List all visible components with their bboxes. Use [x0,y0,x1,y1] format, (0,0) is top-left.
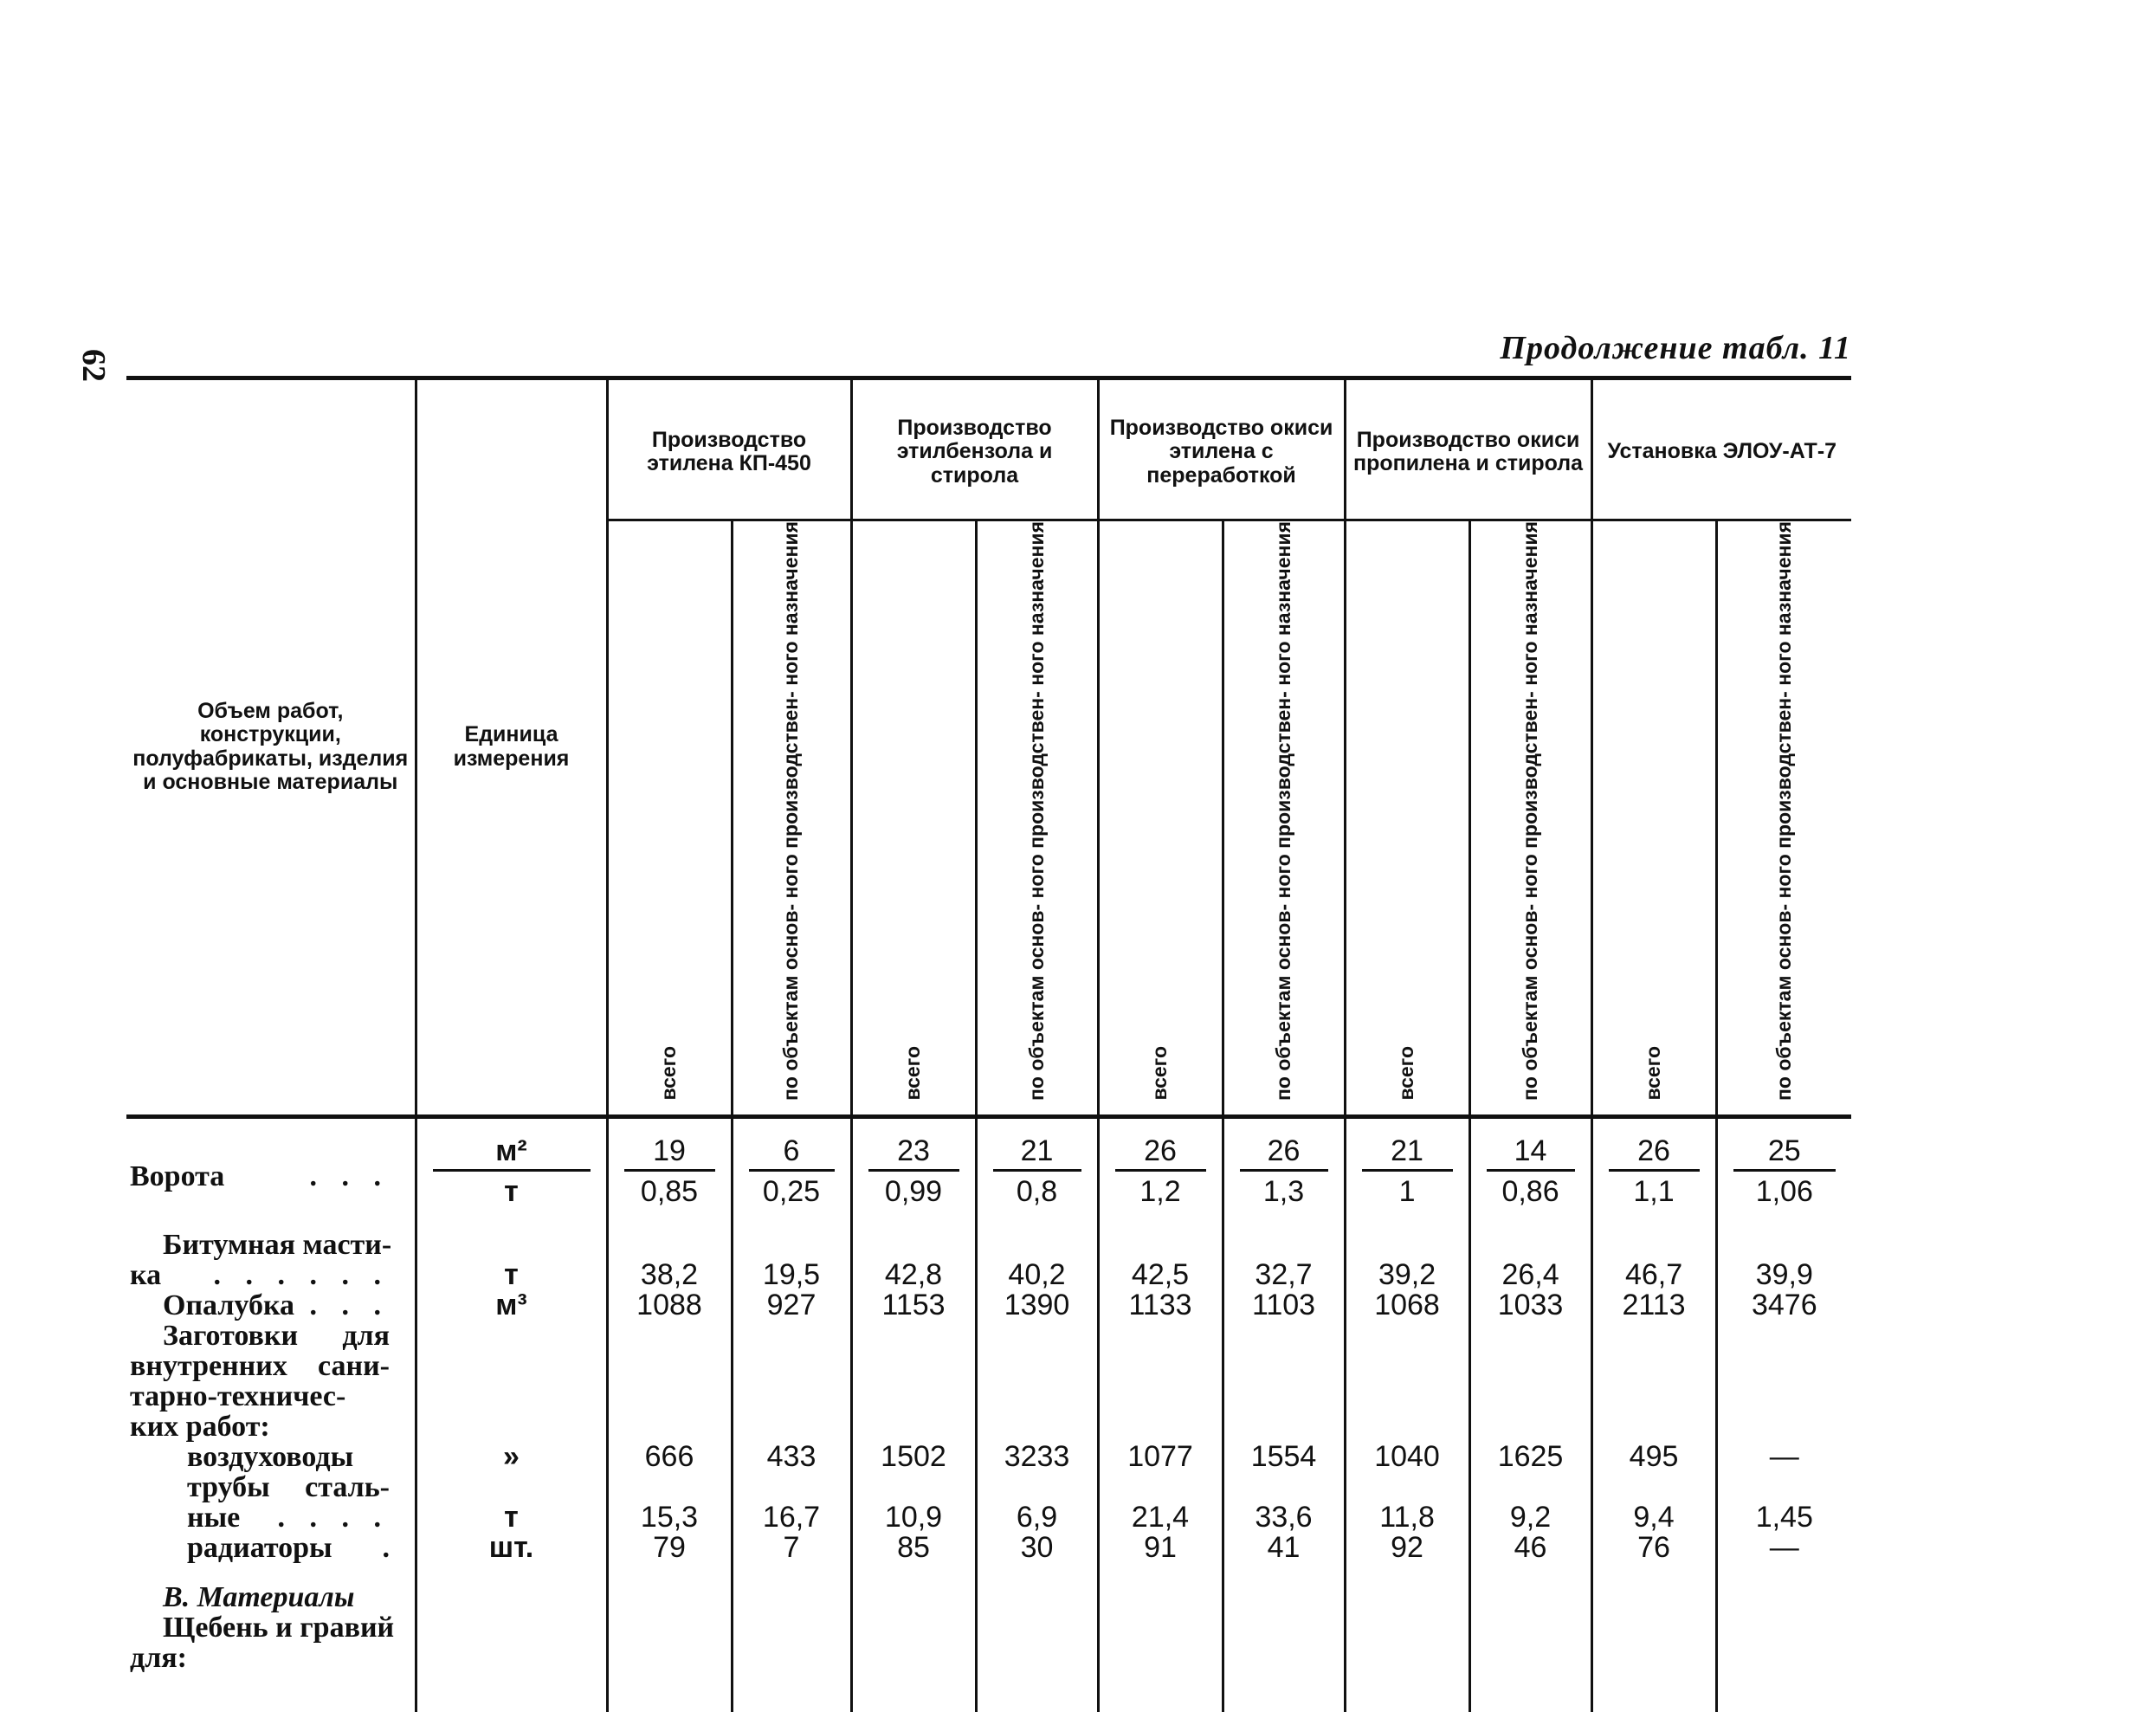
table-row [126,1472,1851,1533]
group-header-ethylene: Производство этилена КП-450 [607,378,851,520]
value-cell: 42,5 [1098,1213,1223,1290]
value-cell: 1133 [1098,1290,1223,1321]
table-row [126,1130,1851,1213]
row-label: радиаторы . [126,1533,416,1563]
column-header-unit: Единица измерения [416,378,607,1117]
data-table-container [126,376,1851,1712]
value-cell: 2113 [1591,1290,1716,1321]
value-cell: 26,4 [1469,1213,1591,1290]
value-cell: 39,9 [1755,1258,1813,1292]
unit-cell: т [416,1472,607,1533]
subheader-total: всего [851,520,976,1117]
value-cell: 6,9 [976,1472,1098,1533]
value-cell: — [1769,1531,1799,1565]
row-label: Битумная масти- ка . . . . . . [126,1213,416,1290]
group-header-ethylene-oxide: Производство окиси этилена с переработкой [1098,378,1345,520]
table-row [126,1290,1851,1321]
value-cell: 1625 [1469,1442,1591,1472]
table-row [126,1533,1851,1563]
table-row [126,1321,1851,1442]
value-cell: 1502 [851,1442,976,1472]
value-cell: 38,2 [607,1213,732,1290]
data-table [126,376,1851,1712]
value-cell: 15,3 [607,1472,732,1533]
value-cell: — [1769,1440,1799,1474]
value-cell: 19,5 [732,1213,851,1290]
value-cell: 1088 [607,1290,732,1321]
section-title: В. Материалы [163,1581,355,1614]
value-cell: 41 [1223,1533,1345,1563]
value-cell: 11,8 [1345,1472,1469,1533]
value-cell: 33,6 [1223,1472,1345,1533]
table-continuation-caption: Продолжение табл. 11 [1500,330,1851,366]
value-cell: 9,2 [1469,1472,1591,1533]
group-header-ethylbenzene: Производство этилбензола и стирола [851,378,1098,520]
value-cell: 1068 [1345,1290,1469,1321]
value-cell: 21,4 [1098,1472,1223,1533]
subheader-total: всего [1345,520,1469,1117]
value-cell: 6 0,25 [732,1130,851,1213]
value-cell: 46,7 [1591,1213,1716,1290]
value-cell: 79 [607,1533,732,1563]
value-cell: 30 [976,1533,1098,1563]
unit-cell: т [416,1213,607,1290]
value-cell: 39,2 [1345,1213,1469,1290]
subheader-main: по объектам основ- ного производствен- ного назначения [1469,520,1591,1117]
value-cell: 3476 [1751,1289,1817,1322]
value-cell: 1077 [1098,1442,1223,1472]
unit-cell: м³ [416,1290,607,1321]
value-cell: 9,4 [1591,1472,1716,1533]
column-header-item: Объем работ, конструкции, полуфабрикаты, изделия и основные материалы [126,378,416,1117]
value-cell: 25 1,06 [1716,1130,1851,1213]
group-header-elou: Установка ЭЛОУ-АТ-7 [1591,378,1851,520]
value-cell: 19 0,85 [607,1130,732,1213]
value-cell: 10,9 [851,1472,976,1533]
value-cell: 21 0,8 [976,1130,1098,1213]
value-cell: 1390 [976,1290,1098,1321]
value-cell: 26 1,2 [1098,1130,1223,1213]
value-cell: 1554 [1223,1442,1345,1472]
subheader-total: всего [607,520,732,1117]
subheader-total: всего [1591,520,1716,1117]
value-cell: 46 [1469,1533,1591,1563]
value-cell: 76 [1591,1533,1716,1563]
value-cell: 21 1 [1345,1130,1469,1213]
subheader-main: по объектам основ- ного производствен- ного назначения [1716,520,1851,1117]
unit-cell: » [416,1442,607,1472]
value-cell: 40,2 [976,1213,1098,1290]
value-cell: 1,45 [1755,1501,1813,1534]
value-cell: 85 [851,1533,976,1563]
row-label: Заготовки для внутренних сани- тарно-техничес- ких работ: [126,1321,416,1442]
value-cell: 1103 [1223,1290,1345,1321]
value-cell: 7 [732,1533,851,1563]
value-cell: 927 [732,1290,851,1321]
subheader-main: по объектам основ- ного производствен- ного назначения [976,520,1098,1117]
row-label: воздуховоды [126,1442,416,1472]
table-row [126,1442,1851,1472]
subheader-main: по объектам основ- ного производствен- ного назначения [732,520,851,1117]
value-cell: 92 [1345,1533,1469,1563]
subheader-main: по объектам основ- ного производствен- ного назначения [1223,520,1345,1117]
value-cell: 91 [1098,1533,1223,1563]
value-cell: 1153 [851,1290,976,1321]
value-cell: 1033 [1469,1290,1591,1321]
table-row [126,1563,1851,1712]
value-cell: 32,7 [1223,1213,1345,1290]
value-cell: 495 [1591,1442,1716,1472]
row-label: Ворота . . . [126,1130,416,1213]
table-row [126,1213,1851,1290]
row-label: трубы сталь- ные . . . . [126,1472,416,1533]
value-cell: 16,7 [732,1472,851,1533]
value-cell: 26 1,1 [1591,1130,1716,1213]
value-cell: 3233 [976,1442,1098,1472]
value-cell: 1040 [1345,1442,1469,1472]
page-number: 62 [75,349,112,382]
row-label: Опалубка . . . [126,1290,416,1321]
unit-cell: шт. [416,1533,607,1563]
value-cell: 666 [607,1442,732,1472]
value-cell: 23 0,99 [851,1130,976,1213]
value-cell: 14 0,86 [1469,1130,1591,1213]
subheader-total: всего [1098,520,1223,1117]
row-label: В. Материалы Щебень и гравий для: [126,1563,416,1712]
value-cell: 42,8 [851,1213,976,1290]
value-cell: 433 [732,1442,851,1472]
unit-cell: м² т [416,1130,607,1213]
value-cell: 26 1,3 [1223,1130,1345,1213]
group-header-propylene-oxide: Производство окиси пропилена и стирола [1345,378,1591,520]
